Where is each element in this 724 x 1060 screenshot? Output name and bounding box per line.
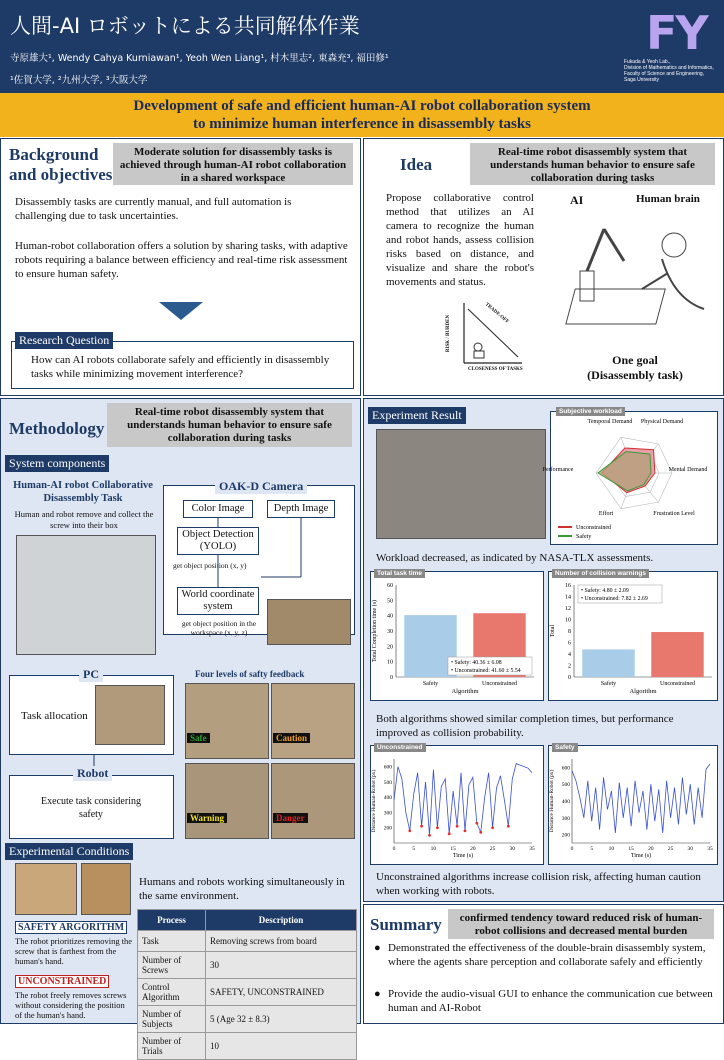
summary-bullet-1: [374, 941, 719, 969]
hand-board-image: [81, 863, 131, 915]
ts-text: Unconstrained algorithms increase collision risk, affecting human caution when working with robots.: [376, 871, 701, 897]
y-axis-title: Total: [550, 624, 556, 638]
environment-text: Humans and robots working simultaneously in the same environment.: [139, 876, 345, 902]
experiment-photo: [376, 429, 546, 539]
feedback-title: Four levels of safty feedback: [195, 669, 305, 679]
y-tick-label: 200: [561, 832, 570, 839]
y-tick-label: 500: [561, 782, 570, 789]
get-xyz-text: get object position in the workspace (x, y, z): [181, 619, 257, 637]
both-text: Both algorithms showed similar completion times, but performance improved as collision probability.: [376, 713, 674, 739]
robot-label: Robot: [73, 766, 112, 781]
stats-safety: • Safety: 40.36 ± 6.08: [451, 660, 502, 666]
methodology-highlight: Real-time robot disassembly system that understands human behavior to ensure safe collaboration during tasks: [107, 403, 352, 447]
bar-unconstrained: [651, 632, 703, 677]
bullet-icon: ●: [374, 942, 381, 954]
goal-line2: (Disassembly task): [587, 368, 683, 382]
series-line: [394, 764, 532, 836]
radar-axis-label: Performance: [542, 467, 574, 473]
system-components-label: System components: [5, 455, 109, 472]
radar-axis-label: Mental Demand: [668, 467, 708, 473]
table-header-description: Description: [206, 910, 357, 931]
banner: [0, 93, 724, 137]
table-row: [138, 952, 357, 979]
collision-point: [507, 825, 510, 828]
background-highlight: Moderate solution for disassembly tasks is achieved through human-AI robot collaboration in a shared workspace: [113, 143, 353, 185]
x-tick-label: 30: [687, 846, 694, 852]
table-cell: Number of Screws: [138, 952, 206, 979]
research-question-label: Research Question: [15, 332, 113, 349]
workload-radar-chart: [542, 415, 718, 545]
x-tick-label: 5: [412, 846, 416, 852]
affiliations: ¹佐賀大学, ²九州大学, ³大阪大学: [10, 75, 148, 86]
collision-chart: [548, 577, 718, 701]
x-tick-label: 35: [707, 846, 713, 852]
table-cell: 30: [206, 952, 357, 979]
y-tick-label: 8: [568, 629, 571, 635]
x-axis-title: Time (s): [452, 853, 474, 859]
x-tick-label: 20: [648, 846, 654, 852]
fy-logo: FY: [646, 6, 707, 60]
task-time-title: Total task time: [374, 569, 425, 578]
x-tick-label: Unconstrained: [660, 681, 695, 687]
table-cell: Number of Subjects: [138, 1006, 206, 1033]
x-tick-label: 30: [509, 846, 516, 852]
y-tick-label: 200: [383, 825, 392, 832]
table-row: [138, 931, 357, 952]
execute-text: Execute task considering safety: [41, 796, 141, 820]
y-tick-label: 10: [565, 617, 571, 624]
poster-title: 人間-AI ロボットによる共同解体作業: [10, 14, 360, 38]
unconstrained-desc: The robot freely removes screws without considering the position of the human's hand.: [15, 990, 127, 1020]
warning-badge: Warning: [187, 813, 227, 823]
collision-point: [420, 825, 423, 828]
methodology-panel: [0, 398, 361, 1056]
summary-panel: [363, 904, 724, 1024]
collision-point: [491, 826, 494, 829]
x-tick-label: 20: [470, 846, 476, 852]
table-cell: SAFETY, UNCONSTRAINED: [206, 979, 357, 1006]
summary-heading: Summary: [370, 915, 442, 934]
safety-algorithm-title: SAFETY ARGORITHM: [15, 921, 127, 934]
stats-safety: • Safety: 4.80 ± 2.09: [581, 588, 629, 594]
color-image-box: Color Image: [183, 500, 253, 518]
idea-highlight: Real-time robot disassembly system that understands human behavior to ensure safe collaboration during tasks: [470, 143, 715, 185]
danger-badge: Danger: [273, 813, 308, 823]
collision-point: [428, 834, 431, 837]
y-tick-label: 300: [561, 815, 570, 822]
bullet-text: Provide the audio-visual GUI to enhance the communication cue between human and AI-Robot: [388, 988, 713, 1014]
legend-label-unconstrained: Unconstrained: [576, 525, 611, 531]
workload-text: Workload decreased, as indicated by NASA-TLX assessments.: [376, 552, 654, 564]
x-tick-label: 15: [628, 846, 634, 852]
heading-line: Background: [9, 145, 99, 164]
down-arrow-icon: [159, 302, 203, 320]
x-tick-label: Safety: [422, 681, 439, 687]
table-row: [138, 1006, 357, 1033]
table-cell: Number of Trials: [138, 1033, 206, 1060]
ts-unconstrained-title: Unconstrained: [374, 743, 426, 752]
collision-title: Number of collision warnings: [552, 569, 649, 578]
safe-image: [185, 683, 269, 759]
radar-axis-label: Physical Demand: [640, 419, 684, 425]
table-cell: Removing screws from board: [206, 931, 357, 952]
ts-safety-title: Safety: [552, 743, 578, 752]
ts-safety-chart: [548, 751, 718, 865]
bullet-text: Demonstrated the effectiveness of the double-brain disassembly system, where the agents share perception and collaborate safely and efficiently: [388, 942, 706, 968]
y-tick-label: 20: [387, 644, 393, 651]
conditions-table: [137, 909, 357, 1060]
table-header-row: [138, 910, 357, 931]
task-title: Human-AI robot Collaborative Disassembly Task: [13, 480, 153, 504]
x-tick-label: 25: [489, 846, 496, 852]
y-tick-label: 400: [561, 799, 570, 805]
stats-unconstrained: • Unconstrained: 7.82 ± 2.69: [581, 596, 648, 602]
robot-board-image: [15, 863, 77, 915]
research-question-text: How can AI robots collaborate safely and efficiently in disassembly tasks while minimizing movement interference?: [31, 354, 330, 380]
banner-line1: Development of safe and efficient human-AI robot collaboration system: [133, 98, 591, 114]
background-panel: [0, 138, 361, 396]
y-tick-label: 0: [568, 675, 571, 681]
workload-title: Subjective workload: [556, 407, 625, 416]
y-tick-label: 0: [390, 675, 393, 681]
table-cell: 5 (Age 32 ± 8.3): [206, 1006, 357, 1033]
x-axis-title: Time (s): [630, 853, 652, 859]
y-tick-label: 12: [565, 606, 571, 612]
idea-heading: Idea: [400, 155, 433, 174]
header: [0, 0, 724, 93]
warning-image: [185, 763, 269, 839]
collision-point: [475, 822, 478, 825]
y-tick-label: 16: [565, 583, 571, 589]
bullet-icon: ●: [374, 988, 381, 1000]
world-coordinate-box: World coordinate system: [177, 587, 259, 615]
task-desc: Human and robot remove and collect the screw into their box: [14, 509, 154, 530]
radar-axis-label: Effort: [598, 511, 614, 517]
caution-image: [271, 683, 355, 759]
y-tick-label: 60: [387, 583, 393, 589]
summary-bullet-2: [374, 987, 719, 1015]
brain-label: Human brain: [636, 193, 700, 205]
tradeoff-label: TRADE-OFF: [483, 302, 510, 325]
pc-label: PC: [79, 667, 103, 682]
x-tick-label: 0: [392, 846, 396, 852]
x-tick-label: 10: [430, 846, 437, 852]
radar-series-safety: [598, 452, 651, 491]
task-photo: [16, 535, 156, 655]
methodology-heading: Methodology: [9, 419, 105, 438]
x-tick-label: 35: [529, 846, 535, 852]
authors: 寺原雄大¹, Wendy Cahya Kurniawan¹, Yeoh Wen Liang¹, 村木里志², 東森充³, 福田修¹: [10, 53, 389, 64]
collision-point: [448, 832, 451, 835]
idea-panel: [363, 138, 724, 396]
x-axis-title: Algorithm: [629, 688, 657, 695]
goal-line1: One goal: [612, 353, 658, 367]
x-tick-label: 5: [590, 846, 594, 852]
y-tick-label: 600: [561, 765, 570, 772]
y-tick-label: 400: [383, 795, 392, 802]
background-heading: [9, 145, 112, 185]
oak-camera-label: OAK-D Camera: [215, 479, 307, 494]
table-cell: Control Algorithm: [138, 979, 206, 1006]
depth-image-box: Depth Image: [267, 500, 335, 518]
safety-algorithm-desc: The robot prioritizes removing the screw that is farthest from the human's hand.: [15, 936, 133, 966]
collision-point: [464, 829, 467, 832]
x-tick-label: 25: [667, 846, 674, 852]
result-panel: [363, 398, 724, 902]
radar-axis-label: Frustration Level: [653, 511, 695, 517]
collision-point: [408, 829, 411, 832]
danger-image: [271, 763, 355, 839]
y-tick-label: 40: [387, 613, 393, 620]
table-row: [138, 979, 357, 1006]
x-axis-title: Algorithm: [451, 688, 479, 695]
conditions-label: Experimental Conditions: [5, 843, 133, 860]
y-tick-label: 50: [387, 598, 393, 605]
safe-badge: Safe: [187, 733, 210, 743]
get-xy-text: get object position (x, y): [173, 561, 247, 570]
table-cell: Task: [138, 931, 206, 952]
goal-text: [570, 353, 700, 383]
task-allocation-text: Task allocation: [21, 710, 88, 722]
radar-axis-label: Temporal Demand: [587, 419, 633, 425]
caution-badge: Caution: [273, 733, 310, 743]
x-tick-label: Safety: [600, 681, 617, 687]
summary-highlight: confirmed tendency toward reduced risk of human-robot collisions and decreased mental burden: [448, 909, 714, 939]
x-tick-label: 10: [608, 846, 615, 852]
table-cell: 10: [206, 1033, 357, 1060]
collision-point: [436, 826, 439, 829]
closeness-label: CLOSENESS OF TASKS: [468, 367, 523, 372]
x-tick-label: 0: [570, 846, 574, 852]
heading-line: and objectives: [9, 165, 113, 184]
stats-unconstrained: • Unconstrained: 41.60 ± 5.54: [451, 668, 521, 674]
y-tick-label: 10: [387, 659, 393, 666]
series-line: [572, 764, 710, 833]
y-tick-label: 4: [568, 652, 571, 658]
y-axis-title: Distance Human-Robot (px): [549, 769, 555, 833]
collision-point: [479, 831, 482, 834]
y-axis-title: Total Completion time (s): [372, 599, 378, 663]
allocation-image: [95, 685, 165, 745]
banner-line2: to minimize human interference in disassembly tasks: [192, 116, 532, 132]
y-axis-title: Distance Human-Robot (px): [371, 769, 377, 833]
background-p2: Human-robot collaboration offers a solution by sharing tasks, with adaptive robots requiring a balance between efficiency and real-time risk assessment to ensure human safety.: [15, 240, 348, 280]
y-tick-label: 500: [383, 779, 392, 786]
idea-text: Propose collaborative control method that utilizes an AI camera to recognize the human and robot hands, assess collision risks based on distance, and visualize and share the robot's movements and status.: [386, 192, 534, 288]
y-tick-label: 6: [568, 640, 571, 647]
table-header-process: Process: [138, 910, 206, 931]
lab-info: Fukuda & Yeoh Lab., Division of Mathematics and Informatics, Faculty of Science and Engineering, Saga University: [624, 59, 714, 83]
x-tick-label: 15: [450, 846, 456, 852]
collaboration-illustration: [564, 219, 714, 349]
y-tick-label: 600: [383, 764, 392, 771]
ts-unconstrained-chart: [370, 751, 544, 865]
result-label: Experiment Result: [368, 407, 466, 424]
y-tick-label: 30: [387, 629, 393, 635]
y-tick-label: 2: [568, 663, 571, 670]
x-tick-label: Unconstrained: [482, 681, 517, 687]
y-tick-label: 300: [383, 810, 392, 817]
task-time-chart: [370, 577, 544, 701]
flow-arrows: [161, 517, 351, 617]
background-p1: Disassembly tasks are currently manual, and full automation is challenging due to task uncertainties.: [15, 196, 292, 222]
object-detection-box: Object Detection (YOLO): [177, 527, 259, 555]
bar-safety: [582, 649, 634, 677]
unconstrained-title: UNCONSTRAINED: [15, 975, 109, 988]
legend-label-safety: Safety: [576, 534, 592, 540]
risk-label: RISK / BURDEN: [446, 314, 452, 353]
collision-point: [456, 825, 459, 828]
y-tick-label: 14: [565, 594, 571, 601]
ai-label: AI: [570, 193, 584, 207]
table-row: [138, 1033, 357, 1060]
